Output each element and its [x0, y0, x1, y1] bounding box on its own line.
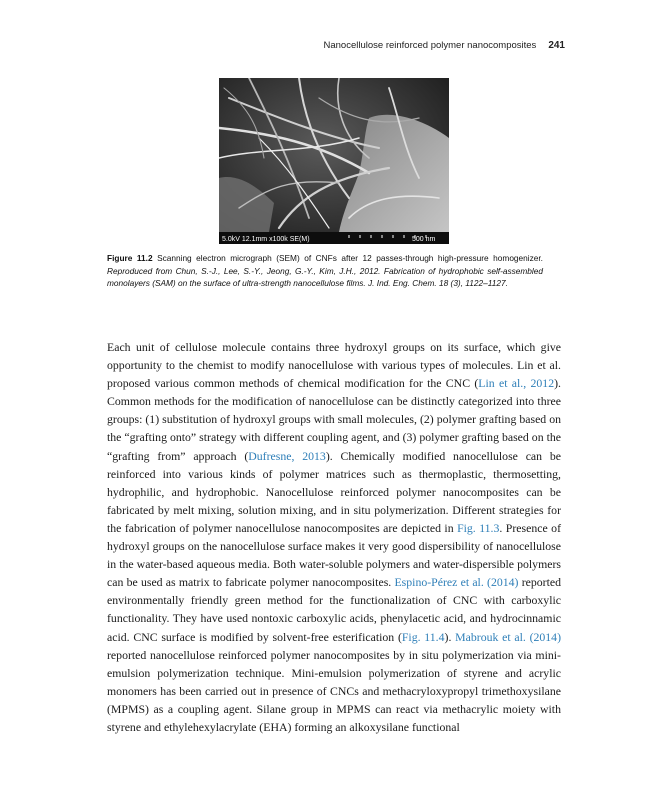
- page-number: 241: [548, 40, 565, 51]
- caption-credit: Reproduced from Chun, S.-J., Lee, S.-Y., Jeong, G.-Y., Kim, J.H., 2012. Fabrication of hydrophobic self-assembled monolayers (SAM) on the surface of ultra-strength nanocellulose films. J. Ind. Eng. Chem. 18 (3), 1122–1127.: [107, 265, 543, 289]
- body-text-2: ). Common methods for the modification of nanocellulose can be distinctly categorized into three groups: (1) substitution of hydroxyl groups with small molecules, (2) polymer grafting based on the “grafting onto” strategy with different coupling agent, and (3) polymer grafting based on the “grafting from” approach (: [107, 376, 561, 463]
- body-text-7: reported nanocellulose reinforced polymer nanocomposites by in situ polymerization via mini-emulsion polymerization technique. Mini-emulsion polymerization of styrene and acrylic monomers has been carried out in presence of CNCs and methacryloxypropyl trimethoxysilane (MPMS) as a coupling agent. Silane group in MPMS can react via methacrylic moiety with styrene and ethylehexylacrylate (EHA) forming an alkoxysilane functional: [107, 647, 561, 734]
- body-text-5: reported environmentally friendly green method for the functionalization of CNC with carboxylic functionality. They have used nontoxic carboxylic acids, phenylacetic acid, and hydrocinnamic acid. CNC surface is modified by solvent-free esterification (: [107, 575, 561, 644]
- running-title: Nanocellulose reinforced polymer nanocomposites: [323, 40, 537, 51]
- ref-fig-11-3[interactable]: Fig. 11.3: [457, 520, 500, 535]
- figure-label: Figure 11.2: [107, 253, 153, 263]
- running-header: [324, 40, 566, 51]
- scale-bar-label: 500 nm: [412, 236, 436, 243]
- ref-mabrouk-2014[interactable]: Mabrouk et al. (2014): [455, 629, 562, 644]
- figure-caption: [107, 252, 543, 290]
- body-paragraph: [107, 338, 561, 736]
- body-text-1: Each unit of cellulose molecule contains three hydroxyl groups on its surface, which give opportunity to the chemist to modify nanocellulose with various types of molecules. Lin et al. proposed various common methods of chemical modification for the CNC (: [107, 340, 561, 391]
- sem-info-label: 5.0kV 12.1mm x100k SE(M): [222, 236, 310, 243]
- sem-micrograph: [219, 78, 449, 244]
- ref-lin-2012[interactable]: Lin et al., 2012: [478, 376, 555, 391]
- ref-espino-perez-2014[interactable]: Espino-Pérez et al. (2014): [394, 575, 519, 590]
- caption-text: Scanning electron micrograph (SEM) of CNFs after 12 passes-through high-pressure homogenizer.: [157, 253, 543, 263]
- ref-dufresne-2013[interactable]: Dufresne, 2013: [248, 448, 326, 463]
- body-text-4: . Presence of hydroxyl groups on the nanocellulose surface makes it very good dispersibility of nanocellulose in the water-based aqueous media. Both water-soluble polymers and water-dispersible polymers can be used as matrix to fabricate polymer nanocomposites.: [107, 520, 561, 590]
- body-text-3: ). Chemically modified nanocellulose can be reinforced into various kinds of polymer matrices such as thermoplastic, thermosetting, hydrophilic, and hydrophobic. Nanocellulose reinforced polymer nanocomposites can be fabricated by melt mixing, solution mixing, and in situ polymerization. Different strategies for the fabrication of polymer nanocellulose nanocomposites are depicted in: [107, 448, 561, 535]
- sem-image: [219, 78, 449, 244]
- body-text-6: ).: [444, 629, 456, 644]
- ref-fig-11-4[interactable]: Fig. 11.4: [401, 629, 445, 644]
